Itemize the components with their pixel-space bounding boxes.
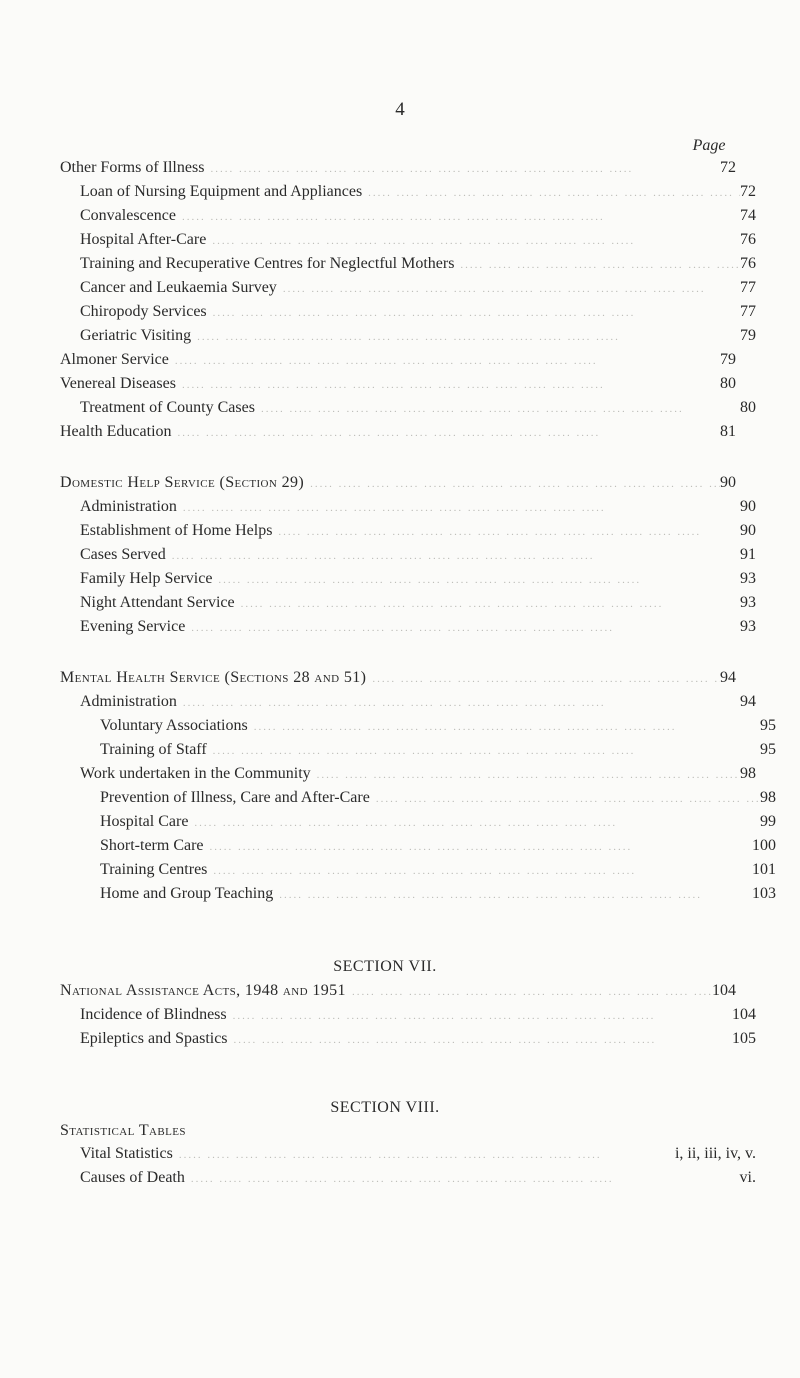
dot-leader [204,163,720,175]
entry-page: 90 [740,498,756,515]
page-number: 4 [395,99,405,120]
dot-leader [204,841,752,853]
entry-title: Geriatric Visiting [80,327,192,344]
toc-row [60,861,776,885]
entry-page: vi. [739,1169,756,1186]
entry-title: Prevention of Illness, Care and After-Care [100,789,370,806]
entry-page: 93 [740,594,756,611]
toc-row [60,813,776,837]
entry-page: 94 [720,669,736,686]
entry-title: Hospital After-Care [80,231,207,248]
toc-row [60,717,776,741]
entry-title: Cases Served [80,546,166,563]
entry-page: 103 [752,885,776,902]
dot-leader [304,478,720,490]
dot-leader [273,889,752,901]
toc-row [60,594,756,618]
entry-page: 76 [740,231,756,248]
toc-row [60,279,756,303]
toc-row [60,765,756,789]
entry-title: Chiropody Services [80,303,207,320]
dot-leader [454,259,740,271]
toc-row [60,1030,756,1054]
toc-row [60,669,736,693]
entry-page: 104 [732,1006,756,1023]
section-heading: SECTION VII. [333,958,437,975]
entry-page: 90 [720,474,736,491]
entry-title: Training of Staff [100,741,207,758]
entry-title: Health Education [60,423,172,440]
dot-leader [185,622,740,634]
entry-title: Night Attendant Service [80,594,235,611]
dot-leader [207,865,752,877]
toc-row [60,1145,756,1169]
entry-title: Training Centres [100,861,208,878]
entry-title: Other Forms of Illness [60,159,205,176]
entry-page: 105 [732,1030,756,1047]
entry-title: Vital Statistics [80,1145,173,1162]
entry-title: Epileptics and Spastics [80,1030,228,1047]
toc-row [60,303,756,327]
entry-title: Home and Group Teaching [100,885,274,902]
toc-row [60,1006,756,1030]
toc-row [60,423,736,447]
entry-page: 74 [740,207,756,224]
dot-leader [370,793,760,805]
dot-leader [177,697,740,709]
toc-row [60,693,756,717]
dot-leader [235,598,740,610]
entry-title: Administration [80,498,177,515]
entry-title: Establishment of Home Helps [80,522,273,539]
toc-row [60,375,736,399]
toc-row [60,741,776,765]
entry-page: 79 [720,351,736,368]
entry-title: Convalescence [80,207,176,224]
entry-page: 80 [720,375,736,392]
entry-title: Short-term Care [100,837,204,854]
entry-title: Mental Health Service (Sections 28 and 51) [60,669,367,686]
dot-leader [311,769,740,781]
entry-page: 81 [720,423,736,440]
entry-title: Family Help Service [80,570,213,587]
dot-leader [362,187,740,199]
toc-row [60,399,756,423]
entry-title: Causes of Death [80,1169,185,1186]
entry-page: 72 [720,159,736,176]
entry-page: 98 [740,765,756,782]
entry-page: 101 [752,861,776,878]
toc-row [60,207,756,231]
entry-page: 77 [740,303,756,320]
dot-leader [169,355,720,367]
entry-title: Treatment of County Cases [80,399,255,416]
entry-title: National Assistance Acts, 1948 and 1951 [60,982,346,999]
entry-page: 80 [740,399,756,416]
entry-title: Venereal Diseases [60,375,176,392]
entry-page: 72 [740,183,756,200]
entry-page: 91 [740,546,756,563]
dot-leader [227,1010,732,1022]
page-column-label: Page [692,137,726,154]
dot-leader [207,307,740,319]
toc-row [60,1169,756,1193]
toc-row [60,982,736,1006]
toc-row [60,522,756,546]
dot-leader [248,721,760,733]
entry-title: Loan of Nursing Equipment and Appliances [80,183,363,200]
dot-leader [176,211,740,223]
dot-leader [185,1173,740,1185]
dot-leader [188,817,760,829]
entry-title: Voluntary Associations [100,717,248,734]
dot-leader [166,550,740,562]
toc-row [60,255,756,279]
entry-title: Almoner Service [60,351,169,368]
dot-leader [177,502,740,514]
dot-leader [346,986,712,998]
entry-page: 94 [740,693,756,710]
toc-row [60,570,756,594]
dot-leader [228,1034,732,1046]
dot-leader [173,1149,675,1161]
entry-page: 104 [712,982,736,999]
entry-page: 100 [752,837,776,854]
entry-page: i, ii, iii, iv, v. [674,1145,756,1162]
entry-page: 99 [760,813,776,830]
entry-page: 77 [740,279,756,296]
dot-leader [277,283,740,295]
dot-leader [191,331,740,343]
entry-title: Hospital Care [100,813,189,830]
toc-row [60,546,756,570]
dot-leader [172,427,720,439]
toc-row [60,183,756,207]
dot-leader [176,379,720,391]
entry-title: Incidence of Blindness [80,1006,227,1023]
dot-leader [255,403,740,415]
toc-row [60,885,776,909]
entry-page: 93 [740,570,756,587]
entry-page: 93 [740,618,756,635]
statistical-tables-heading: Statistical Tables [60,1122,186,1139]
dot-leader [212,574,740,586]
section-heading: SECTION VIII. [330,1099,440,1116]
toc-row [60,837,776,861]
entry-page: 90 [740,522,756,539]
toc-row [60,351,736,375]
dot-leader [272,526,740,538]
toc-row [60,474,736,498]
entry-page: 79 [740,327,756,344]
entry-title: Training and Recuperative Centres for Neglectful Mothers [80,255,455,272]
entry-title: Cancer and Leukaemia Survey [80,279,277,296]
entry-page: 76 [740,255,756,272]
entry-title: Evening Service [80,618,186,635]
entry-page: 95 [760,741,776,758]
dot-leader [366,673,720,685]
dot-leader [206,235,740,247]
entry-title: Domestic Help Service (Section 29) [60,474,305,491]
toc-row [60,618,756,642]
entry-page: 95 [760,717,776,734]
toc-row [60,231,756,255]
entry-page: 98 [760,789,776,806]
entry-title: Administration [80,693,177,710]
toc-row [60,498,756,522]
toc-row [60,789,776,813]
dot-leader [207,745,760,757]
toc-row [60,327,756,351]
entry-title: Work undertaken in the Community [80,765,311,782]
toc-row [60,159,736,183]
